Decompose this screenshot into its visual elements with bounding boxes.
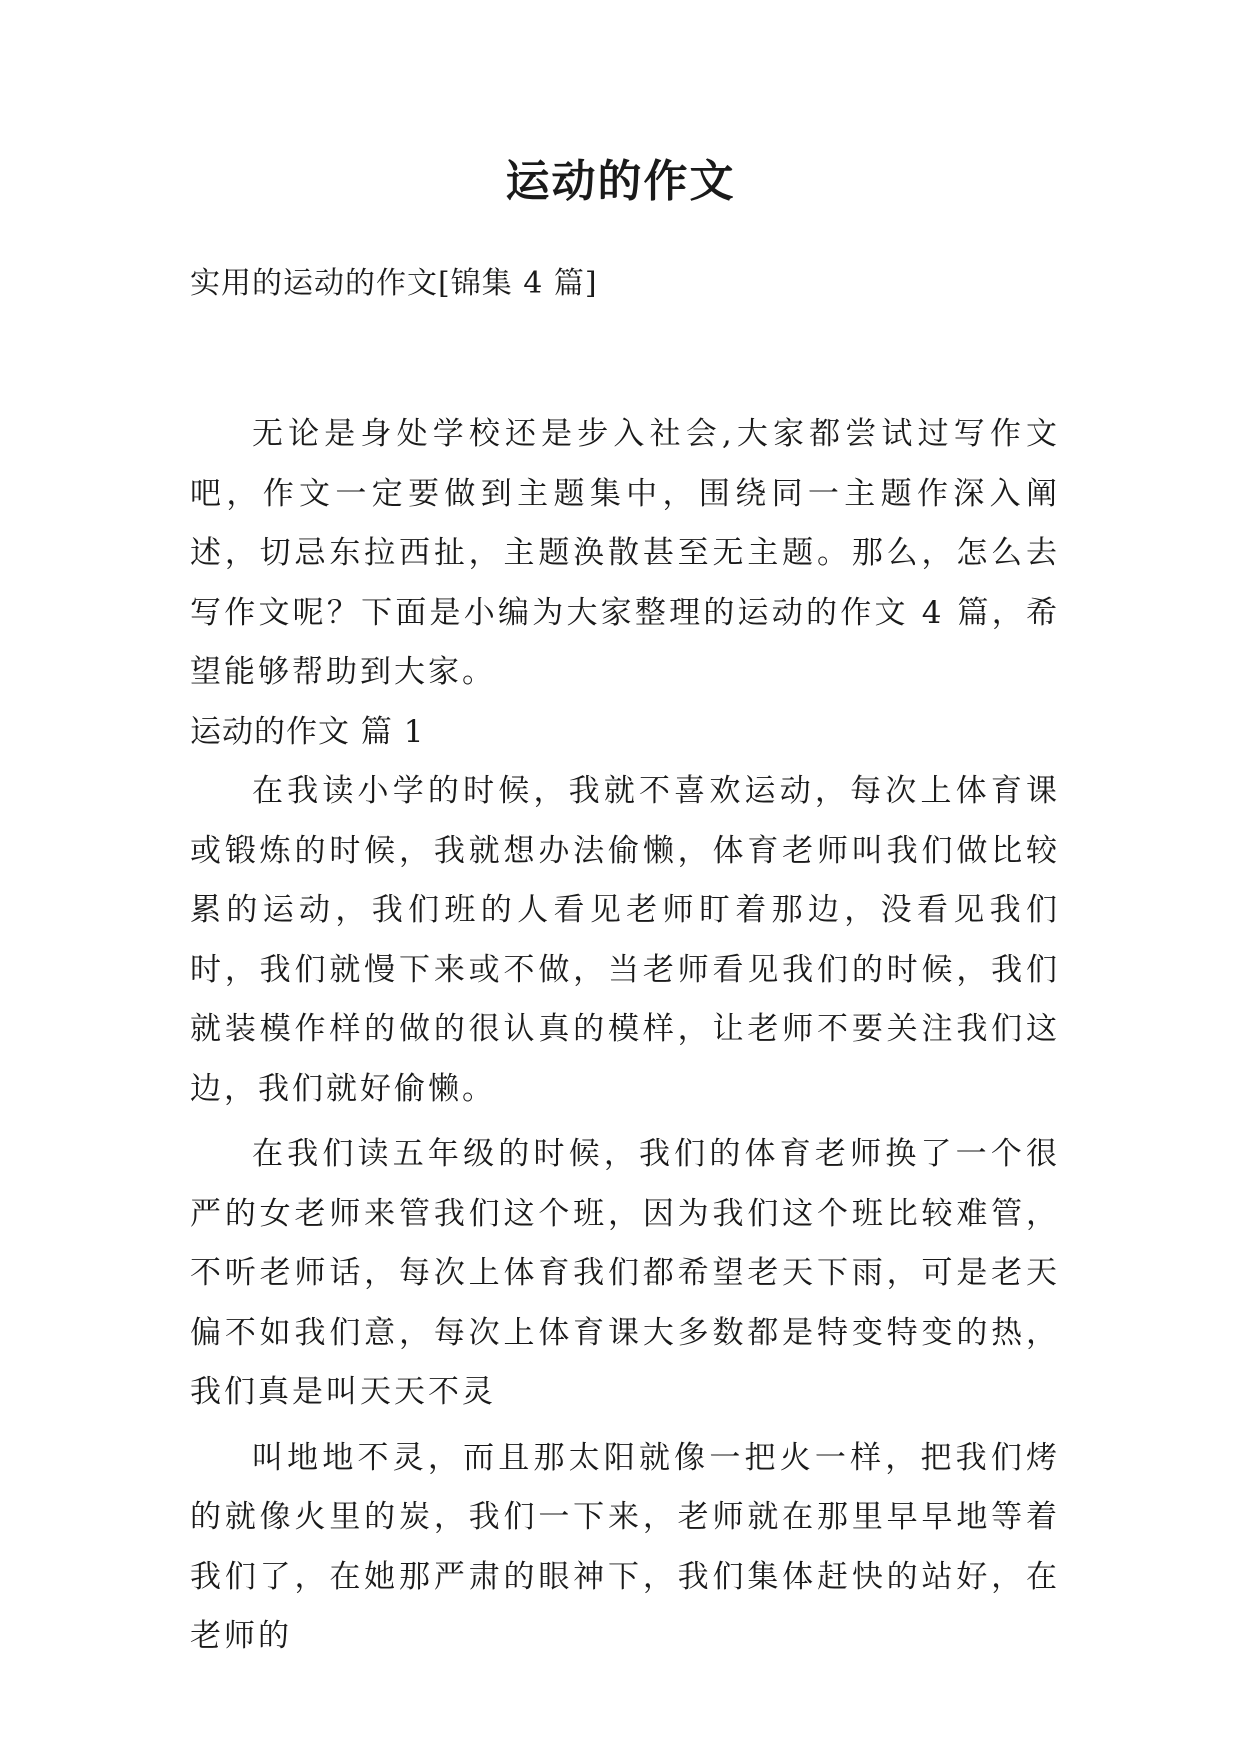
- intro-paragraph: 无论是身处学校还是步入社会,大家都尝试过写作文吧，作文一定要做到主题集中，围绕同一主题作深入阐述，切忌东拉西扯，主题涣散甚至无主题。那么，怎么去写作文呢？下面是小编为大家整理的运动的作文 4 篇，希望能够帮助到大家。: [190, 416, 1060, 690]
- section-heading: 运动的作文 篇 1: [190, 713, 425, 750]
- document-title: 运动的作文: [505, 156, 736, 207]
- document-subtitle: 实用的运动的作文[锦集 4 篇]: [190, 266, 598, 301]
- body-paragraph: 在我读小学的时候，我就不喜欢运动，每次上体育课或锻炼的时候，我就想办法偷懒，体育老师叫我们做比较累的运动，我们班的人看见老师盯着那边，没看见我们时，我们就慢下来或不做，当老师看见我们的时候，我们就装模作样的做的很认真的模样，让老师不要关注我们这边，我们就好偷懒。: [190, 773, 1060, 1107]
- body-paragraph: 叫地地不灵，而且那太阳就像一把火一样，把我们烤的就像火里的炭，我们一下来，老师就在那里早早地等着我们了，在她那严肃的眼神下，我们集体赶快的站好，在老师的: [190, 1439, 1060, 1654]
- document-body: [190, 405, 1060, 1667]
- body-paragraph: 在我们读五年级的时候，我们的体育老师换了一个很严的女老师来管我们这个班，因为我们这个班比较难管，不听老师话，每次上体育我们都希望老天下雨，可是老天偏不如我们意，每次上体育课大多数都是特变特变的热，我们真是叫天天不灵: [190, 1136, 1060, 1410]
